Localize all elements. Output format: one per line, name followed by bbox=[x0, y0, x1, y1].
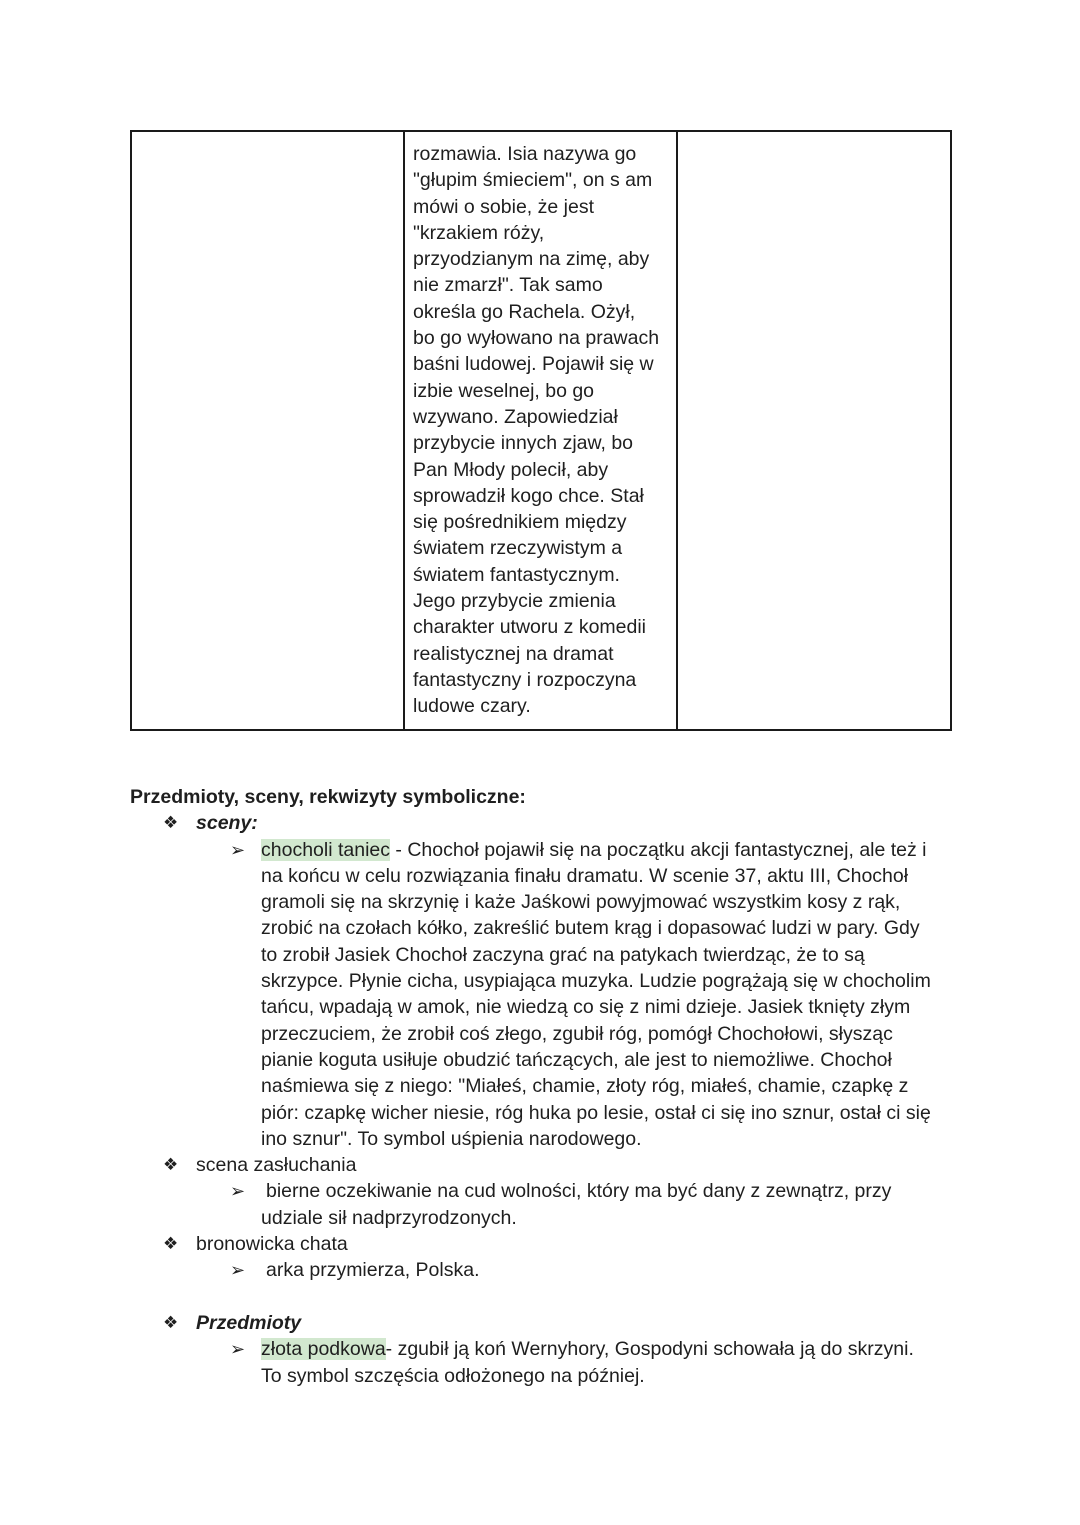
bullet-sceny bbox=[130, 810, 960, 836]
cell-line: światem fantastycznym. bbox=[413, 563, 620, 586]
text-line: gramoli się na skrzynię i każe Jaśkowi powyjmować wszystkim kosy z rąk, bbox=[261, 891, 901, 914]
cell-line: baśni ludowej. Pojawił się w bbox=[413, 353, 654, 376]
cell-text bbox=[405, 132, 676, 720]
cell-line: charakter utworu z komedii bbox=[413, 616, 647, 639]
diamond-bullet-icon: ❖ bbox=[163, 813, 179, 833]
arrow-bullet-icon: ➢ bbox=[230, 1181, 246, 1202]
cell-line: izbie weselnej, bo go bbox=[413, 379, 595, 402]
table-cell-middle bbox=[404, 131, 677, 730]
text-line: skrzypce. Płynie cicha, usypiająca muzyka. Ludzie pogrążają się w chocholim bbox=[261, 970, 931, 993]
spacer bbox=[130, 1284, 960, 1310]
text-line: przeczuciem, że zrobił coś złego, zgubił róg, pomógł Chochołowi, słysząc bbox=[261, 1022, 893, 1045]
arrow-bullet-icon: ➢ bbox=[230, 1339, 246, 1360]
bullet-label: Przedmioty bbox=[196, 1311, 302, 1334]
text-line: ino sznur". To symbol uśpienia narodowego. bbox=[261, 1127, 642, 1150]
sub-bullet-zlota-podkowa bbox=[130, 1336, 960, 1389]
text-line bbox=[261, 1336, 960, 1362]
cell-line: przyodzianym na zimę, aby bbox=[413, 248, 650, 271]
cell-line: Jego przybycie zmienia bbox=[413, 590, 616, 613]
cell-line: sprowadził kogo chce. Stał bbox=[413, 484, 644, 507]
bullet-label: scena zasłuchania bbox=[196, 1154, 357, 1177]
bullet-label: bronowicka chata bbox=[196, 1233, 348, 1256]
diamond-bullet-icon: ❖ bbox=[163, 1234, 179, 1254]
cell-line: przybycie innych zjaw, bo bbox=[413, 432, 634, 455]
bullet-scena-zasluchania bbox=[130, 1152, 960, 1178]
sub-bullet-chocholi-taniec bbox=[130, 837, 960, 1153]
cell-line: "krzakiem róży, bbox=[413, 221, 545, 244]
text-line: zrobić na czołach kółko, zakreślić butem krąg i dopasować ludzi w pary. Gdy bbox=[261, 917, 920, 940]
cell-line: bo go wyłowano na prawach bbox=[413, 327, 660, 350]
cell-line: rozmawia. Isia nazywa go bbox=[413, 143, 637, 165]
cell-line: nie zmarzł". Tak samo bbox=[413, 274, 603, 297]
table-row bbox=[131, 131, 951, 730]
table-cell-left bbox=[131, 131, 404, 730]
symbols-section bbox=[130, 784, 960, 1389]
highlighted-term: złota podkowa bbox=[261, 1338, 386, 1361]
diamond-bullet-icon: ❖ bbox=[163, 1312, 179, 1332]
arrow-bullet-icon: ➢ bbox=[230, 839, 246, 860]
cell-line: mówi o sobie, że jest bbox=[413, 195, 594, 218]
cell-line: fantastyczny i rozpoczyna bbox=[413, 668, 637, 691]
text-line: naśmiewa się z niego: "Miałeś, chamie, złoty róg, miałeś, chamie, czapkę z bbox=[261, 1075, 909, 1098]
diamond-bullet-icon: ❖ bbox=[163, 1155, 179, 1175]
cell-line: się pośrednikiem między bbox=[413, 511, 627, 534]
cell-line: Pan Młody polecił, aby bbox=[413, 458, 609, 481]
arrow-bullet-icon: ➢ bbox=[230, 1260, 246, 1281]
text-line: pianie koguta usiłuje obudzić tańczących, ale jest to niemożliwe. Chochoł bbox=[261, 1048, 892, 1071]
bullet-label: sceny: bbox=[196, 812, 258, 835]
text-line: piór: czapkę wicher niesie, róg huka po lesie, ostał ci się ino sznur, ostał ci się bbox=[261, 1101, 931, 1124]
sub-bullet-zasluchania bbox=[130, 1178, 960, 1231]
cell-line: "głupim śmieciem", on s am bbox=[413, 169, 653, 192]
highlighted-term: chocholi taniec bbox=[261, 838, 390, 861]
text-line: To symbol szczęścia odłożonego na później. bbox=[261, 1364, 645, 1387]
sub-bullet-chata bbox=[130, 1257, 960, 1283]
bullet-przedmioty bbox=[130, 1310, 960, 1336]
text-line: to zrobił Jasiek Chochoł zaczyna grać na patykach twierdząc, że to są bbox=[261, 943, 865, 966]
text-line bbox=[261, 837, 960, 863]
text-line: arka przymierza, Polska. bbox=[266, 1259, 480, 1282]
section-heading: Przedmioty, sceny, rekwizyty symboliczne: bbox=[130, 786, 526, 808]
bullet-bronowicka-chata bbox=[130, 1231, 960, 1257]
cell-line: ludowe czary. bbox=[413, 695, 531, 718]
text-line: bierne oczekiwanie na cud wolności, który ma być dany z zewnątrz, przy bbox=[266, 1180, 892, 1203]
text-line: tańcu, wpadają w amok, nie wiedzą co się z nimi dzieje. Jasiek tknięty złym bbox=[261, 996, 911, 1019]
cell-line: wzywano. Zapowiedział bbox=[413, 405, 618, 428]
cell-line: określa go Rachela. Ożył, bbox=[413, 300, 636, 323]
cell-line: światem rzeczywistym a bbox=[413, 537, 623, 560]
text-line: na końcu w celu rozwiązania finału dramatu. W scenie 37, aktu III, Chochoł bbox=[261, 864, 909, 887]
table-fragment bbox=[130, 130, 952, 731]
cell-line: realistycznej na dramat bbox=[413, 642, 614, 665]
text-line: udziale sił nadprzyrodzonych. bbox=[261, 1206, 517, 1229]
text-fragment: - Chochoł pojawił się na początku akcji fantastycznej, ale też i bbox=[390, 838, 927, 861]
text-fragment: - zgubił ją koń Wernyhory, Gospodyni schowała ją do skrzyni. bbox=[385, 1338, 914, 1361]
table-cell-right bbox=[677, 131, 951, 730]
